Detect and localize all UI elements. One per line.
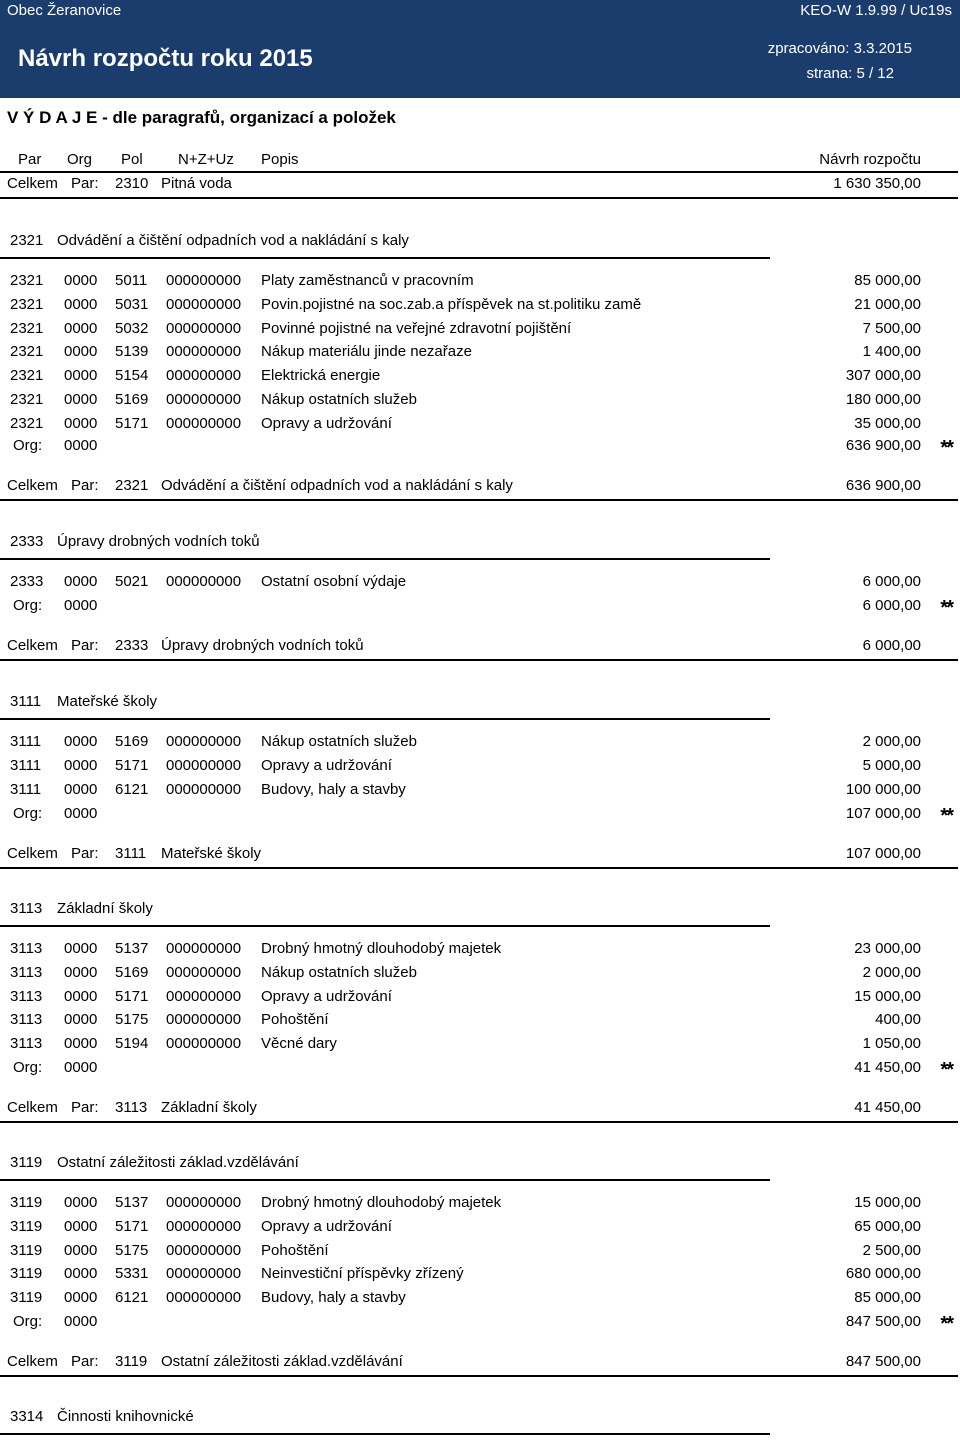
section-total-row bbox=[0, 637, 960, 659]
row-uz: 000000000 bbox=[166, 1242, 242, 1259]
row-uz: 000000000 bbox=[166, 1218, 242, 1235]
row-uz: 000000000 bbox=[166, 988, 242, 1005]
total-code: 3111 bbox=[115, 845, 147, 862]
subtotal-stars: ** bbox=[940, 1313, 952, 1335]
row-pol: 5171 bbox=[115, 415, 149, 432]
row-amount: 35 000,00 bbox=[854, 415, 921, 432]
municipality-name: Obec Žeranovice bbox=[7, 2, 122, 19]
section-rule bbox=[0, 1433, 770, 1435]
row-uz: 000000000 bbox=[166, 733, 242, 750]
row-amount: 180 000,00 bbox=[845, 391, 921, 408]
row-amount: 1 400,00 bbox=[862, 343, 921, 360]
row-uz: 000000000 bbox=[166, 1289, 242, 1306]
total-code: 2333 bbox=[115, 637, 149, 654]
total-label: Celkem bbox=[7, 175, 58, 192]
subtotal-stars: ** bbox=[940, 597, 952, 619]
subtotal-stars: ** bbox=[940, 437, 952, 459]
table-row bbox=[0, 964, 960, 986]
row-amount: 6 000,00 bbox=[862, 573, 921, 590]
row-popis: Nákup ostatních služeb bbox=[261, 733, 417, 750]
total-name: Ostatní záležitosti základ.vzdělávání bbox=[161, 1353, 403, 1370]
total-code: 3119 bbox=[115, 1353, 148, 1370]
section-code: 2321 bbox=[10, 232, 44, 249]
row-org: 0000 bbox=[64, 343, 98, 360]
total-par-label: Par: bbox=[71, 845, 99, 862]
total-label: Celkem bbox=[7, 477, 58, 494]
section-name: Základní školy bbox=[57, 900, 153, 917]
total-par-label: Par: bbox=[71, 1353, 99, 1370]
row-amount: 400,00 bbox=[875, 1011, 921, 1028]
software-version: KEO-W 1.9.99 / Uc19s bbox=[800, 2, 952, 19]
section-name: Mateřské školy bbox=[57, 693, 158, 710]
row-uz: 000000000 bbox=[166, 343, 242, 360]
col-par: Par bbox=[18, 151, 42, 168]
row-uz: 000000000 bbox=[166, 272, 242, 289]
row-popis: Drobný hmotný dlouhodobý majetek bbox=[261, 1194, 502, 1211]
col-uz: N+Z+Uz bbox=[178, 151, 234, 168]
row-uz: 000000000 bbox=[166, 781, 242, 798]
row-pol: 5139 bbox=[115, 343, 149, 360]
row-amount: 21 000,00 bbox=[854, 296, 921, 313]
row-org: 0000 bbox=[64, 988, 98, 1005]
row-org: 0000 bbox=[64, 296, 98, 313]
table-row bbox=[0, 391, 960, 413]
section-rule bbox=[0, 718, 770, 720]
row-pol: 5011 bbox=[115, 272, 148, 289]
row-org: 0000 bbox=[64, 415, 98, 432]
table-row bbox=[0, 1265, 960, 1287]
table-row bbox=[0, 988, 960, 1010]
row-amount: 23 000,00 bbox=[854, 940, 921, 957]
row-par: 3111 bbox=[10, 781, 42, 798]
row-org: 0000 bbox=[64, 757, 98, 774]
org-code: 0000 bbox=[64, 597, 98, 614]
row-amount: 100 000,00 bbox=[845, 781, 921, 798]
row-par: 3119 bbox=[10, 1242, 43, 1259]
section-total-rule bbox=[0, 659, 958, 661]
org-code: 0000 bbox=[64, 805, 98, 822]
row-pol: 5171 bbox=[115, 1218, 149, 1235]
row-popis: Budovy, haly a stavby bbox=[261, 1289, 406, 1306]
org-amount: 6 000,00 bbox=[862, 597, 921, 614]
total-code: 3113 bbox=[115, 1099, 148, 1116]
row-uz: 000000000 bbox=[166, 757, 242, 774]
row-popis: Pohoštění bbox=[261, 1242, 329, 1259]
table-row bbox=[0, 272, 960, 294]
col-org: Org bbox=[67, 151, 93, 168]
row-popis: Opravy a udržování bbox=[261, 415, 392, 432]
row-pol: 5175 bbox=[115, 1011, 149, 1028]
row-org: 0000 bbox=[64, 320, 98, 337]
row-amount: 15 000,00 bbox=[854, 988, 921, 1005]
total-name: Mateřské školy bbox=[161, 845, 262, 862]
section-name: Činnosti knihovnické bbox=[57, 1408, 194, 1425]
org-code: 0000 bbox=[64, 437, 98, 454]
row-pol: 5169 bbox=[115, 964, 149, 981]
row-uz: 000000000 bbox=[166, 296, 242, 313]
row-amount: 7 500,00 bbox=[862, 320, 921, 337]
total-amount: 636 900,00 bbox=[845, 477, 921, 494]
row-pol: 5331 bbox=[115, 1265, 149, 1282]
row-pol: 5032 bbox=[115, 320, 149, 337]
row-par: 3119 bbox=[10, 1265, 43, 1282]
section-total-rule bbox=[0, 1121, 958, 1123]
row-par: 3113 bbox=[10, 1011, 43, 1028]
org-amount: 636 900,00 bbox=[845, 437, 921, 454]
table-row bbox=[0, 296, 960, 318]
row-amount: 5 000,00 bbox=[862, 757, 921, 774]
section-rule bbox=[0, 558, 770, 560]
row-par: 2333 bbox=[10, 573, 44, 590]
total-amount: 41 450,00 bbox=[854, 1099, 921, 1116]
row-amount: 307 000,00 bbox=[845, 367, 921, 384]
row-uz: 000000000 bbox=[166, 940, 242, 957]
row-par: 2321 bbox=[10, 415, 44, 432]
table-row bbox=[0, 320, 960, 342]
subtotal-stars: ** bbox=[940, 1059, 952, 1081]
row-uz: 000000000 bbox=[166, 1011, 242, 1028]
row-par: 3111 bbox=[10, 733, 42, 750]
row-popis: Nákup materiálu jinde nezařaze bbox=[261, 343, 472, 360]
total-par-label: Par: bbox=[71, 175, 99, 192]
org-label: Org: bbox=[13, 437, 43, 454]
section-code: 3113 bbox=[10, 900, 43, 917]
row-amount: 15 000,00 bbox=[854, 1194, 921, 1211]
row-par: 2321 bbox=[10, 367, 44, 384]
row-amount: 2 000,00 bbox=[862, 733, 921, 750]
row-org: 0000 bbox=[64, 272, 98, 289]
row-pol: 6121 bbox=[115, 1289, 149, 1306]
table-row bbox=[0, 1035, 960, 1057]
table-row bbox=[0, 415, 960, 437]
total-name: Úpravy drobných vodních toků bbox=[161, 637, 364, 654]
org-amount: 41 450,00 bbox=[854, 1059, 921, 1076]
row-pol: 5137 bbox=[115, 1194, 149, 1211]
org-label: Org: bbox=[13, 1059, 43, 1076]
row-pol: 5154 bbox=[115, 367, 149, 384]
row-uz: 000000000 bbox=[166, 573, 242, 590]
section-code: 3314 bbox=[10, 1408, 44, 1425]
table-row bbox=[0, 781, 960, 803]
section-total-row bbox=[0, 845, 960, 867]
row-popis: Neinvestiční příspěvky zřízený bbox=[261, 1265, 464, 1282]
row-pol: 5171 bbox=[115, 988, 149, 1005]
row-pol: 5137 bbox=[115, 940, 149, 957]
row-par: 3113 bbox=[10, 964, 43, 981]
processed-date: zpracováno: 3.3.2015 bbox=[767, 40, 912, 57]
row-uz: 000000000 bbox=[166, 391, 242, 408]
row-par: 3113 bbox=[10, 1035, 43, 1052]
section-total-rule bbox=[0, 499, 958, 501]
table-row bbox=[0, 1289, 960, 1311]
subtotal-stars: ** bbox=[940, 805, 952, 827]
total-rule bbox=[0, 197, 958, 199]
section-code: 3111 bbox=[10, 693, 42, 710]
section-rule bbox=[0, 925, 770, 927]
row-pol: 6121 bbox=[115, 781, 149, 798]
row-par: 2321 bbox=[10, 391, 44, 408]
row-popis: Drobný hmotný dlouhodobý majetek bbox=[261, 940, 502, 957]
row-uz: 000000000 bbox=[166, 1194, 242, 1211]
org-label: Org: bbox=[13, 597, 43, 614]
org-code: 0000 bbox=[64, 1313, 98, 1330]
row-uz: 000000000 bbox=[166, 1265, 242, 1282]
page-number: strana: 5 / 12 bbox=[806, 65, 894, 82]
row-par: 2321 bbox=[10, 272, 44, 289]
total-label: Celkem bbox=[7, 637, 58, 654]
row-popis: Ostatní osobní výdaje bbox=[261, 573, 407, 590]
row-org: 0000 bbox=[64, 367, 98, 384]
total-amount: 6 000,00 bbox=[862, 637, 921, 654]
table-row bbox=[0, 573, 960, 595]
section-name: Úpravy drobných vodních toků bbox=[57, 533, 260, 550]
row-pol: 5031 bbox=[115, 296, 149, 313]
org-subtotal-row bbox=[0, 437, 960, 459]
row-uz: 000000000 bbox=[166, 1035, 242, 1052]
org-subtotal-row bbox=[0, 597, 960, 619]
total-label: Celkem bbox=[7, 1353, 58, 1370]
row-popis: Budovy, haly a stavby bbox=[261, 781, 406, 798]
row-org: 0000 bbox=[64, 733, 98, 750]
row-uz: 000000000 bbox=[166, 415, 242, 432]
row-amount: 2 000,00 bbox=[862, 964, 921, 981]
row-pol: 5171 bbox=[115, 757, 149, 774]
page-title: Návrh rozpočtu roku 2015 bbox=[18, 45, 313, 72]
row-amount: 2 500,00 bbox=[862, 1242, 921, 1259]
total-label: Celkem bbox=[7, 845, 58, 862]
section-total-rule bbox=[0, 867, 958, 869]
org-label: Org: bbox=[13, 1313, 43, 1330]
row-amount: 65 000,00 bbox=[854, 1218, 921, 1235]
table-row bbox=[0, 940, 960, 962]
top-bar bbox=[0, 0, 960, 22]
row-uz: 000000000 bbox=[166, 367, 242, 384]
row-org: 0000 bbox=[64, 1218, 98, 1235]
row-org: 0000 bbox=[64, 1194, 98, 1211]
total-name: Základní školy bbox=[161, 1099, 257, 1116]
row-amount: 1 050,00 bbox=[862, 1035, 921, 1052]
table-row bbox=[0, 367, 960, 389]
row-par: 3113 bbox=[10, 988, 43, 1005]
row-popis: Opravy a udržování bbox=[261, 1218, 392, 1235]
section-total-row bbox=[0, 1353, 960, 1375]
row-par: 3119 bbox=[10, 1194, 43, 1211]
row-popis: Pohoštění bbox=[261, 1011, 329, 1028]
row-pol: 5194 bbox=[115, 1035, 149, 1052]
row-par: 3111 bbox=[10, 757, 42, 774]
section-total-row bbox=[0, 1099, 960, 1121]
col-popis: Popis bbox=[261, 151, 299, 168]
row-pol: 5169 bbox=[115, 391, 149, 408]
row-par: 3119 bbox=[10, 1289, 43, 1306]
row-popis: Povinné pojistné na veřejné zdravotní pojištění bbox=[261, 320, 572, 337]
row-org: 0000 bbox=[64, 781, 98, 798]
section-name: Odvádění a čištění odpadních vod a nakládání s kaly bbox=[57, 232, 409, 249]
row-popis: Nákup ostatních služeb bbox=[261, 964, 417, 981]
section-total-rule bbox=[0, 1375, 958, 1377]
org-code: 0000 bbox=[64, 1059, 98, 1076]
total-amount: 107 000,00 bbox=[845, 845, 921, 862]
title-bar bbox=[0, 22, 960, 98]
section-name: Ostatní záležitosti základ.vzdělávání bbox=[57, 1154, 299, 1171]
top-total-row bbox=[0, 175, 960, 197]
org-subtotal-row bbox=[0, 805, 960, 827]
total-label: Celkem bbox=[7, 1099, 58, 1116]
org-subtotal-row bbox=[0, 1313, 960, 1335]
total-name: Pitná voda bbox=[161, 175, 232, 192]
row-par: 2321 bbox=[10, 343, 44, 360]
total-par-label: Par: bbox=[71, 477, 99, 494]
row-org: 0000 bbox=[64, 1035, 98, 1052]
section-rule bbox=[0, 257, 770, 259]
row-uz: 000000000 bbox=[166, 320, 242, 337]
table-row bbox=[0, 1242, 960, 1264]
report-subtitle: V Ý D A J E - dle paragrafů, organizací a položek bbox=[7, 108, 396, 127]
row-org: 0000 bbox=[64, 1265, 98, 1282]
section-total-row bbox=[0, 477, 960, 499]
row-amount: 680 000,00 bbox=[845, 1265, 921, 1282]
row-popis: Opravy a udržování bbox=[261, 988, 392, 1005]
row-par: 2321 bbox=[10, 320, 44, 337]
row-popis: Elektrická energie bbox=[261, 367, 381, 384]
row-org: 0000 bbox=[64, 391, 98, 408]
row-par: 3119 bbox=[10, 1218, 43, 1235]
table-row bbox=[0, 1218, 960, 1240]
total-par-label: Par: bbox=[71, 1099, 99, 1116]
row-popis: Nákup ostatních služeb bbox=[261, 391, 417, 408]
section-code: 2333 bbox=[10, 533, 44, 550]
row-par: 3113 bbox=[10, 940, 43, 957]
table-row bbox=[0, 733, 960, 755]
row-org: 0000 bbox=[64, 964, 98, 981]
row-org: 0000 bbox=[64, 1242, 98, 1259]
header-rule bbox=[0, 171, 958, 173]
table-row bbox=[0, 1194, 960, 1216]
row-amount: 85 000,00 bbox=[854, 272, 921, 289]
row-amount: 85 000,00 bbox=[854, 1289, 921, 1306]
row-par: 2321 bbox=[10, 296, 44, 313]
table-row bbox=[0, 1011, 960, 1033]
row-org: 0000 bbox=[64, 1289, 98, 1306]
total-par-label: Par: bbox=[71, 637, 99, 654]
row-popis: Opravy a udržování bbox=[261, 757, 392, 774]
row-pol: 5175 bbox=[115, 1242, 149, 1259]
table-row bbox=[0, 757, 960, 779]
row-org: 0000 bbox=[64, 940, 98, 957]
table-row bbox=[0, 343, 960, 365]
total-amount: 847 500,00 bbox=[845, 1353, 921, 1370]
row-pol: 5169 bbox=[115, 733, 149, 750]
org-amount: 107 000,00 bbox=[845, 805, 921, 822]
org-label: Org: bbox=[13, 805, 43, 822]
col-amount: Návrh rozpočtu bbox=[819, 151, 921, 168]
total-code: 2321 bbox=[115, 477, 149, 494]
section-code: 3119 bbox=[10, 1154, 43, 1171]
row-uz: 000000000 bbox=[166, 964, 242, 981]
total-name: Odvádění a čištění odpadních vod a nakládání s kaly bbox=[161, 477, 513, 494]
col-pol: Pol bbox=[121, 151, 143, 168]
row-pol: 5021 bbox=[115, 573, 149, 590]
row-org: 0000 bbox=[64, 1011, 98, 1028]
total-code: 2310 bbox=[115, 175, 149, 192]
total-amount: 1 630 350,00 bbox=[833, 175, 921, 192]
row-org: 0000 bbox=[64, 573, 98, 590]
row-popis: Platy zaměstnanců v pracovním bbox=[261, 272, 474, 289]
row-popis: Povin.pojistné na soc.zab.a příspěvek na st.politiku zamě bbox=[261, 296, 642, 313]
org-subtotal-row bbox=[0, 1059, 960, 1081]
org-amount: 847 500,00 bbox=[845, 1313, 921, 1330]
row-popis: Věcné dary bbox=[261, 1035, 337, 1052]
section-rule bbox=[0, 1179, 770, 1181]
